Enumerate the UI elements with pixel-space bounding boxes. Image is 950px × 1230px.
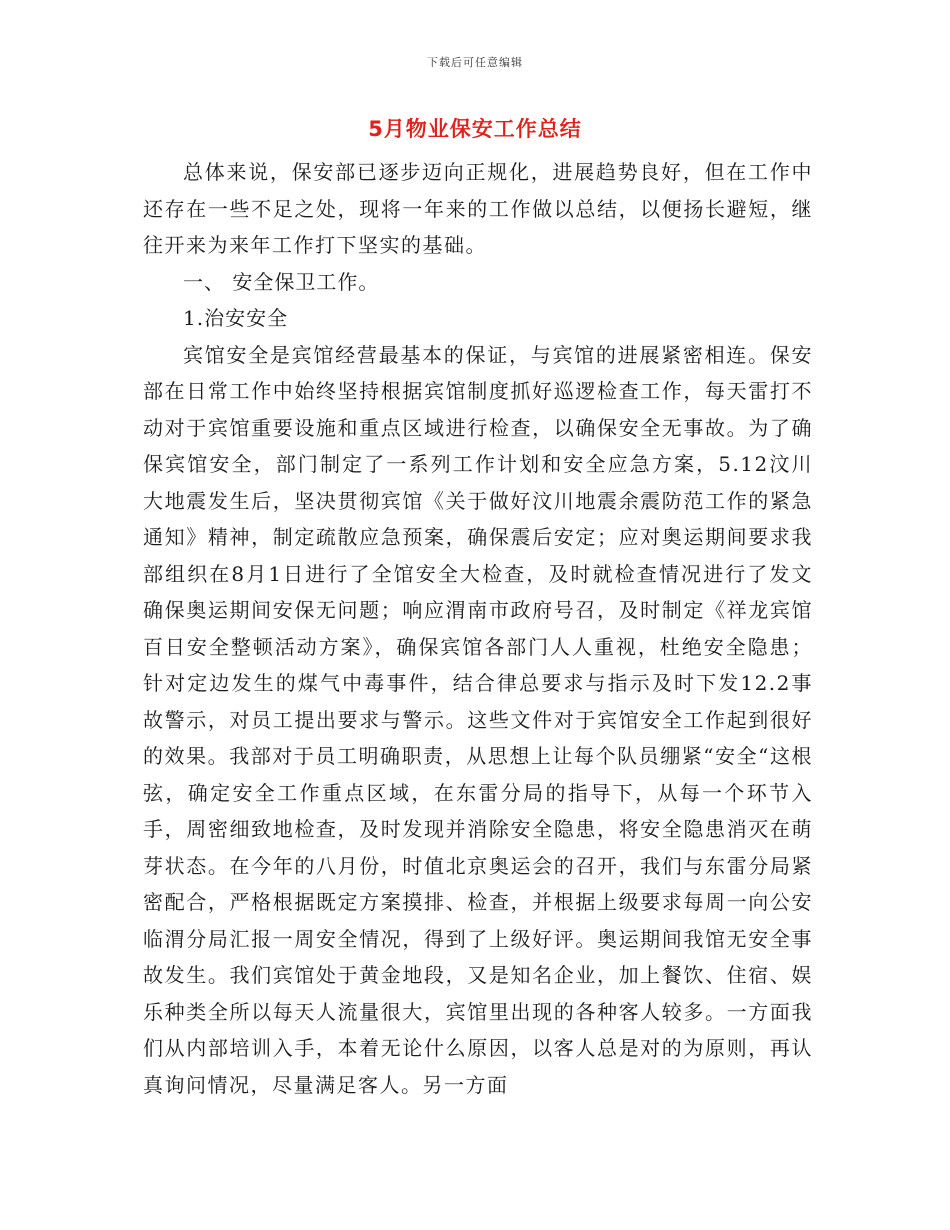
section-heading: 一、 安全保卫工作。 bbox=[183, 269, 380, 294]
document-body bbox=[143, 154, 813, 1103]
header-note: 下载后可任意编辑 bbox=[427, 56, 523, 69]
subsection-heading: 1.治安安全 bbox=[183, 306, 289, 330]
document-title: 5月物业保安工作总结 bbox=[368, 117, 582, 141]
intro-paragraph: 总体来说，保安部已逐步迈向正规化，进展趋势良好，但在工作中还存在一些不足之处，现将一年来的工作做以总结，以便扬长避短，继往开来为来年工作打下坚实的基础。 bbox=[143, 160, 813, 257]
body-paragraph: 宾馆安全是宾馆经营最基本的保证，与宾馆的进展紧密相连。保安部在日常工作中始终坚持根据宾馆制度抓好巡逻检查工作，每天雷打不动对于宾馆重要设施和重点区域进行检查，以确保安全无事故。为了确保宾馆安全，部门制定了一系列工作计划和安全应急方案，5.12汶川大地震发生后，坚决贯彻宾馆《关于做好汶川地震余震防范工作的紧急通知》精神，制定疏散应急预案，确保震后安定；应对奥运期间要求我部组织在8月1日进行了全馆安全大检查，及时就检查情况进行了发文确保奥运期间安保无问题；响应渭南市政府号召，及时制定《祥龙宾馆百日安全整顿活动方案》，确保宾馆各部门人人重视，杜绝安全隐患；针对定边发生的煤气中毒事件，结合律总要求与指示及时下发12.2事故警示，对员工提出要求与警示。这些文件对于宾馆安全工作起到很好的效果。我部对于员工明确职责，从思想上让每个队员绷紧“安全“这根弦，确定安全工作重点区域，在东雷分局的指导下，从每一个环节入手，周密细致地检查，及时发现并消除安全隐患，将安全隐患消灭在萌芽状态。在今年的八月份，时值北京奥运会的召开，我们与东雷分局紧密配合，严格根据既定方案摸排、检查，并根据上级要求每周一向公安临渭分局汇报一周安全情况，得到了上级好评。奥运期间我馆无安全事故发生。我们宾馆处于黄金地段，又是知名企业，加上餐饮、住宿、娱乐种类全所以每天人流量很大，宾馆里出现的各种客人较多。一方面我们从内部培训入手，本着无论什么原因，以客人总是对的为原则，再认真询问情况，尽量满足客人。另一方面 bbox=[143, 342, 813, 1097]
